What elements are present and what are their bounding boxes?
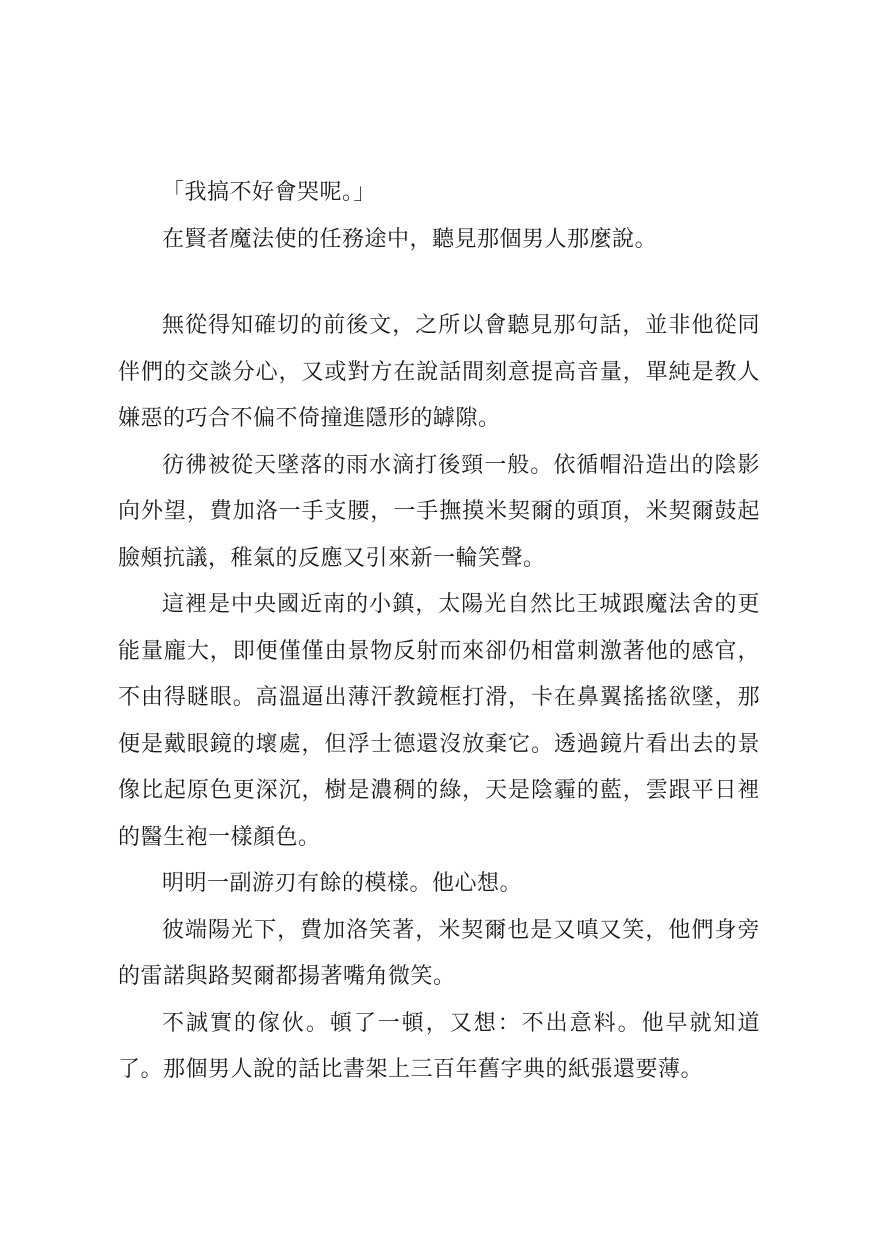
paragraph-1: 在賢者魔法使的任務途中，聽見那個男人那麼說。	[162, 226, 658, 252]
paragraph-4: 這裡是中央國近南的小鎮，太陽光自然比王城跟魔法舍的更能量龐大，即便僅僅由景物反射而來卻仍相當刺激著他的感官，不由得瞇眼。高溫逼出薄汗教鏡框打滑，卡在鼻翼搖搖欲墜，那便是戴眼鏡的壞處，但浮士德還沒放棄它。透過鏡片看出去的景像比起原色更深沉，樹是濃稠的綠，天是陰霾的藍，雲跟平日裡的醫生袍一樣顏色。	[118, 592, 760, 850]
paragraph-2: 無從得知確切的前後文，之所以會聽見那句話，並非他從同伴們的交談分心，又或對方在說話間刻意提高音量，單純是教人嫌惡的巧合不偏不倚撞進隱形的罅隙。	[118, 313, 760, 431]
paragraph-7: 不誠實的傢伙。頓了一頓，又想：不出意料。他早就知道了。那個男人說的話比書架上三百年舊字典的紙張還要薄。	[118, 1010, 760, 1082]
body-text	[118, 170, 760, 1094]
paragraph-6: 彼端陽光下，費加洛笑著，米契爾也是又嗔又笑，他們身旁的雷諾與路契爾都揚著嘴角微笑。	[118, 917, 760, 989]
paragraph-3: 彷彿被從天墜落的雨水滴打後頸一般。依循帽沿造出的陰影向外望，費加洛一手支腰，一手撫摸米契爾的頭頂，米契爾鼓起臉頰抗議，稚氣的反應又引來新一輪笑聲。	[118, 452, 760, 571]
paragraph-quote: 「我搞不好會哭呢。」	[162, 180, 377, 205]
paragraph-5: 明明一副游刃有餘的模樣。他心想。	[162, 871, 523, 896]
